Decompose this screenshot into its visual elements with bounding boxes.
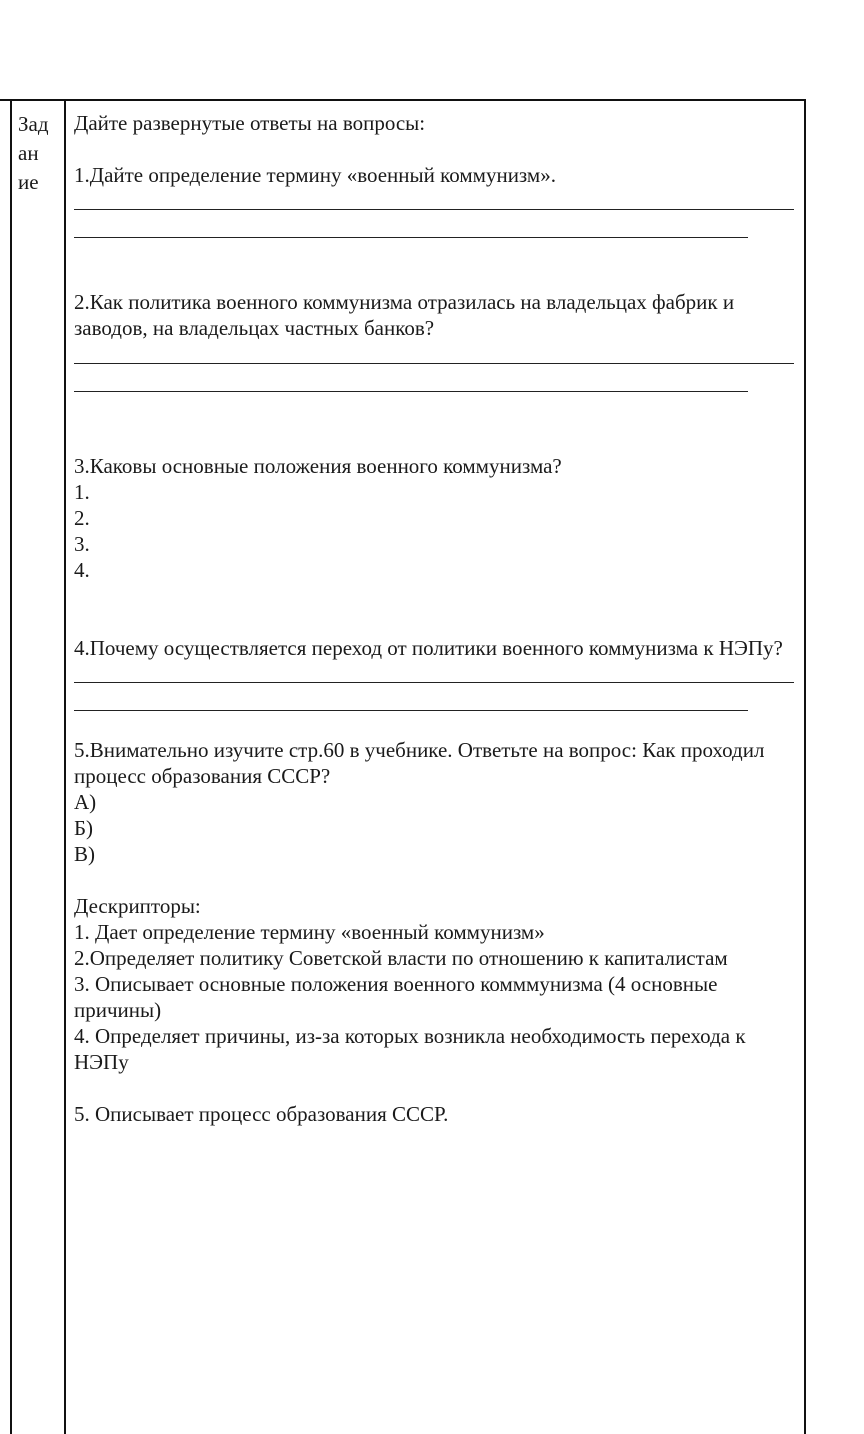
answer-line[interactable] — [74, 682, 794, 683]
list-item: 2. — [74, 506, 90, 530]
task-content — [74, 110, 796, 1127]
descriptor-item: 4. Определяет причины, из-за которых возникла необходимость перехода к НЭПу — [74, 1024, 746, 1074]
list-item: 1. — [74, 480, 90, 504]
task-label-line: ан — [18, 141, 39, 165]
answer-line[interactable] — [74, 209, 794, 210]
answer-line[interactable] — [74, 363, 794, 364]
answer-line[interactable] — [74, 710, 748, 711]
descriptor-item: 2.Определяет политику Советской власти по отношению к капиталистам — [74, 946, 728, 970]
descriptor-item: 3. Описывает основные положения военного комммунизма (4 основные причины) — [74, 972, 718, 1022]
list-item: 3. — [74, 532, 90, 556]
question-2: 2.Как политика военного коммунизма отразилась на владельцах фабрик и заводов, на владельцах частных банков? — [74, 290, 735, 340]
task-label — [18, 110, 62, 197]
question-4: 4.Почему осуществляется переход от политики военного коммунизма к НЭПу? — [74, 636, 783, 660]
answer-line[interactable] — [74, 237, 748, 238]
question-3: 3.Каковы основные положения военного коммунизма? — [74, 454, 562, 478]
answer-line[interactable] — [74, 391, 748, 392]
question-5: 5.Внимательно изучите стр.60 в учебнике. Ответьте на вопрос: Как проходил процесс образования СССР? — [74, 738, 765, 788]
descriptor-item: 1. Дает определение термину «военный коммунизм» — [74, 920, 545, 944]
descriptor-item: 5. Описывает процесс образования СССР. — [74, 1102, 449, 1126]
list-item: 4. — [74, 558, 90, 582]
list-item: В) — [74, 842, 95, 866]
task-label-line: Зад — [18, 112, 49, 136]
question-1: 1.Дайте определение термину «военный коммунизм». — [74, 163, 556, 187]
table-right-border — [804, 99, 806, 1434]
descriptors-title: Дескрипторы: — [74, 894, 201, 918]
column-divider — [64, 99, 66, 1434]
table-top-border — [0, 99, 806, 101]
task-label-line: ие — [18, 170, 39, 194]
list-item: Б) — [74, 816, 94, 840]
list-item: А) — [74, 790, 97, 814]
instructions: Дайте развернутые ответы на вопросы: — [74, 111, 426, 135]
table-left-border — [10, 99, 12, 1434]
